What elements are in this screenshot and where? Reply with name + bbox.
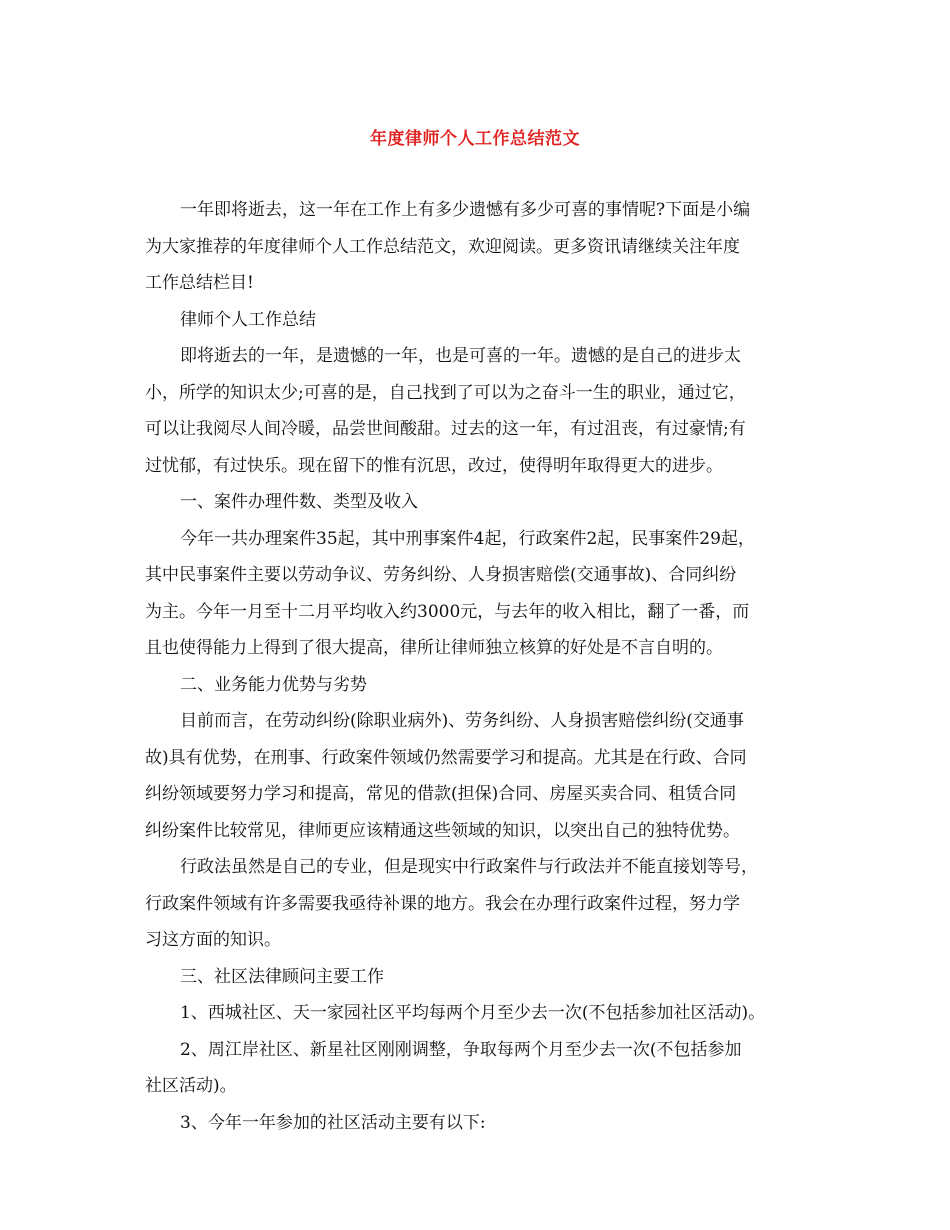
text-line: 一、案件办理件数、类型及收入 (180, 492, 418, 512)
text-line: 过忧郁，有过快乐。现在留下的惟有沉思，改过，使得明年取得更大的进步。 (145, 455, 723, 476)
text-line: 行政法虽然是自己的专业，但是现实中行政案件与行政法并不能直接划等号， (180, 857, 758, 877)
document-body (145, 192, 815, 1141)
text-line: 纠纷案件比较常见，律师更应该精通这些领域的知识，以突出自己的独特优势。 (145, 820, 740, 841)
text-line: 为主。今年一月至十二月平均收入约3000元，与去年的收入相比，翻了一番，而 (145, 601, 750, 622)
text-line: 故)具有优势，在刑事、行政案件领域仍然需要学习和提高。尤其是在行政、合同 (145, 747, 747, 768)
text-line: 工作总结栏目! (145, 273, 254, 293)
text-line: 1、西城社区、天一家园社区平均每两个月至少去一次(不包括参加社区活动)。 (180, 1003, 766, 1023)
text-line: 小，所学的知识太少;可喜的是，自己找到了可以为之奋斗一生的职业，通过它， (145, 382, 746, 403)
text-line: 2、周江岸社区、新星社区刚刚调整，争取每两个月至少去一次(不包括参加 (180, 1039, 742, 1060)
text-line: 二、业务能力优势与劣势 (180, 674, 367, 695)
text-line: 纠纷领域要努力学习和提高，常见的借款(担保)合同、房屋买卖合同、租赁合同 (145, 784, 737, 804)
text-line: 为大家推荐的年度律师个人工作总结范文，欢迎阅读。更多资讯请继续关注年度 (145, 236, 740, 257)
text-line: 三、社区法律顾问主要工作 (180, 966, 384, 987)
text-line: 且也使得能力上得到了很大提高，律所让律师独立核算的好处是不言自明的。 (145, 638, 723, 658)
text-line: 习这方面的知识。 (145, 930, 281, 950)
text-line: 可以让我阅尽人间冷暖，品尝世间酸甜。过去的这一年，有过沮丧，有过豪情;有 (145, 419, 746, 439)
text-line: 目前而言，在劳动纠纷(除职业病外)、劳务纠纷、人身损害赔偿纠纷(交通事 (180, 711, 744, 731)
text-line: 3、今年一年参加的社区活动主要有以下: (180, 1112, 486, 1133)
text-line: 一年即将逝去，这一年在工作上有多少遗憾有多少可喜的事情呢?下面是小编 (180, 200, 751, 220)
text-line: 律师个人工作总结 (180, 309, 316, 330)
text-line: 今年一共办理案件35起，其中刑事案件4起，行政案件2起，民事案件29起， (180, 528, 755, 549)
text-line: 即将逝去的一年，是遗憾的一年，也是可喜的一年。遗憾的是自己的进步太 (180, 346, 741, 366)
text-line: 社区活动)。 (145, 1076, 237, 1096)
text-line: 其中民事案件主要以劳动争议、劳务纠纷、人身损害赔偿(交通事故)、合同纠纷 (145, 565, 737, 585)
text-line: 行政案件领域有许多需要我亟待补课的地方。我会在办理行政案件过程，努力学 (145, 893, 740, 914)
document-title: 年度律师个人工作总结范文 (370, 129, 580, 149)
